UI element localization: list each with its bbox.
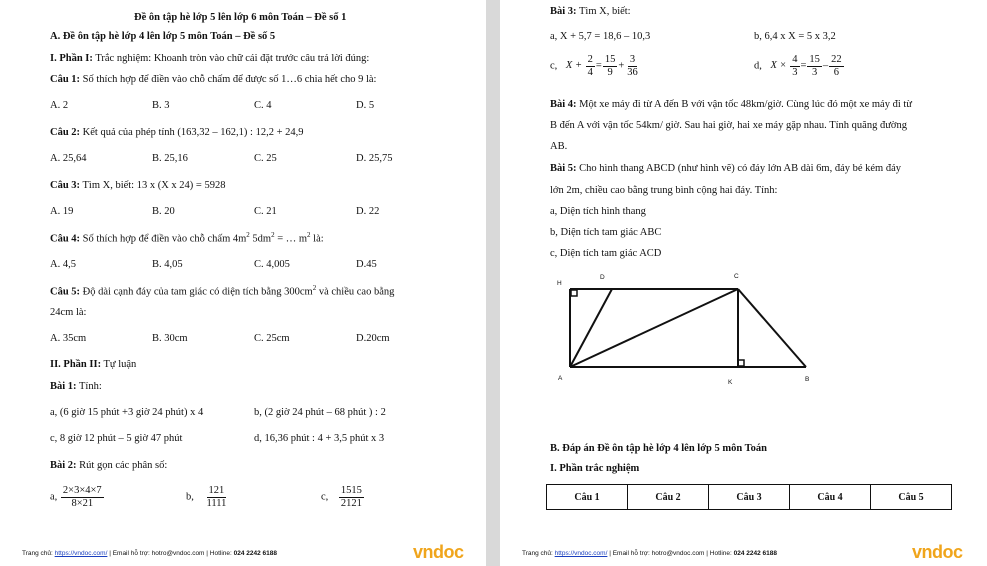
footer-home-link-right[interactable]: https://vndoc.com/ (554, 550, 608, 557)
diagonal-ac (570, 289, 738, 367)
exercise-5a: a, Diện tích hình thang (550, 206, 646, 217)
q2-option-b: B. 25,16 (152, 153, 188, 164)
fraction-2a: $\frac{2\times 3\times 4\times 7}{8\times 21}$ (62, 485, 102, 509)
vndoc-logo-right: vndoc (912, 542, 963, 562)
right-angle-h (571, 290, 577, 296)
part1-heading: I. Phần I: Trắc nghiệm: Khoanh tròn vào chữ cái đặt trước câu trả lời đúng: (50, 53, 370, 64)
question-2: Câu 2: Kết quả của phép tính (163,32 – 162,1) : 12,2 + 24,9 (50, 127, 304, 138)
question-5-line2: 24cm là: (50, 307, 87, 318)
exercise-1c: c, 8 giờ 12 phút – 5 giờ 47 phút (50, 433, 183, 444)
fraction-2c: $\frac{1515}{2121}$ (340, 485, 362, 509)
answer-col-4: Câu 4 (790, 485, 871, 510)
exercise-4-line2: B đến A với vận tốc 54km/ giờ. Sau hai giờ, hai xe máy gặp nhau. Tính quãng đường (550, 120, 907, 131)
side-cb (738, 289, 806, 367)
label-k: K (728, 379, 733, 386)
part2-heading: II. Phần II: Tự luận (50, 359, 137, 370)
exercise-2-heading: Bài 2: Rút gọn các phân số: (50, 460, 168, 471)
exercise-2c: c, $\frac{1515}{2121}$ (321, 485, 362, 509)
label-d: D (600, 274, 605, 281)
q3-option-c: C. 21 (254, 206, 277, 217)
section-b-heading: B. Đáp án Đề ôn tập hè lớp 4 lên lớp 5 môn Toán (550, 443, 768, 454)
footer-home-link[interactable]: https://vndoc.com/ (54, 550, 108, 557)
question-1: Câu 1: Số thích hợp để điền vào chỗ chấm để được số 1…6 chia hết cho 9 là: (50, 74, 377, 85)
q3-option-b: B. 20 (152, 206, 175, 217)
answer-col-3: Câu 3 (709, 485, 790, 510)
q4-option-d: D.45 (356, 259, 377, 270)
exercise-4-line3: AB. (550, 141, 568, 152)
q5-option-c: C. 25cm (254, 333, 290, 344)
q5-option-d: D.20cm (356, 333, 390, 344)
fraction-2b: $\frac{121}{1111}$ (206, 485, 227, 509)
page-gutter (486, 0, 500, 566)
label-a: A (558, 375, 563, 382)
label-h: H (557, 280, 562, 287)
exercise-5c: c, Diện tích tam giác ACD (550, 248, 662, 259)
exercise-3b: b, 6,4 x X = 5 x 3,2 (754, 31, 836, 42)
q3-option-d: D. 22 (356, 206, 380, 217)
q1-option-b: B. 3 (152, 100, 170, 111)
q4-option-b: B. 4,05 (152, 259, 183, 270)
doc-title: Đề ôn tập hè lớp 5 lên lớp 6 môn Toán – Đề số 1 (134, 12, 347, 23)
exercise-1a: a, (6 giờ 15 phút +3 giờ 24 phút) x 4 (50, 407, 204, 418)
q5-option-a: A. 35cm (50, 333, 87, 344)
q5-option-b: B. 30cm (152, 333, 188, 344)
exercise-5b: b, Diện tích tam giác ABC (550, 227, 662, 238)
exercise-1d: d, 16,36 phút : 4 + 3,5 phút x 3 (254, 433, 385, 444)
q2-option-d: D. 25,75 (356, 153, 393, 164)
q1-option-a: A. 2 (50, 100, 69, 111)
q1-option-c: C. 4 (254, 100, 272, 111)
exercise-5-line2: lớn 2m, chiều cao bằng trung bình cộng hai đáy. Tính: (550, 185, 778, 196)
section-a-heading: A. Đề ôn tập hè lớp 4 lên lớp 5 môn Toán – Đề số 5 (50, 31, 276, 42)
exercise-3a: a, X + 5,7 = 18,6 – 10,3 (550, 31, 651, 42)
vndoc-logo: vndoc (413, 542, 464, 562)
question-3: Câu 3: Tìm X, biết: 13 x (X x 24) = 5928 (50, 180, 226, 191)
question-5: Câu 5: Độ dài cạnh đáy của tam giác có diện tích bằng $300cm^2$ và chiều cao bằng (50, 284, 395, 298)
label-b: B (805, 376, 810, 383)
exercise-4-line1: Bài 4: Một xe máy đi từ A đến B với vận tốc 48km/giờ. Cùng lúc đó một xe máy đi từ (550, 99, 912, 110)
footer-left: Trang chủ: https://vndoc.com/ | Email hỗ trợ: hotro@vndoc.com | Hotline: 024 2242 6188 (22, 550, 278, 557)
exercise-3c: c, X + $\frac{2}{4}$ = $\frac{15}{9}$ + $\frac{3}{36}$ (550, 54, 638, 78)
answer-part1-heading: I. Phần trắc nghiệm (550, 463, 640, 474)
page-left (0, 0, 486, 566)
page-right (500, 0, 987, 566)
answer-table (546, 484, 952, 510)
answer-col-2: Câu 2 (628, 485, 709, 510)
q4-option-c: C. 4,005 (254, 259, 290, 270)
q1-option-d: D. 5 (356, 100, 375, 111)
answer-col-1: Câu 1 (547, 485, 628, 510)
q2-option-a: A. 25,64 (50, 153, 87, 164)
question-4: Câu 4: Số thích hợp để điền vào chỗ chấm $4m^2$ $5dm^2$ = … $m^2$ là: (50, 231, 324, 245)
answer-col-5: Câu 5 (871, 485, 952, 510)
exercise-1-heading: Bài 1: Tính: (50, 381, 102, 392)
answer-table-header-row (547, 485, 952, 510)
segment-ad (570, 289, 612, 367)
exercise-5-line1: Bài 5: Cho hình thang ABCD (như hình vẽ) có đáy lớn AB dài 6m, đáy bé kém đáy (550, 163, 902, 174)
exercise-2b: b, $\frac{121}{1111}$ (186, 485, 227, 509)
trapezoid-figure (550, 266, 820, 388)
exercise-1b: b, (2 giờ 24 phút – 68 phút ) : 2 (254, 407, 386, 418)
exercise-3-heading: Bài 3: Tìm X, biết: (550, 6, 631, 17)
exercise-2a: a, $\frac{2\times 3\times 4\times 7}{8\times 21}$ (50, 485, 102, 509)
label-c: C (734, 273, 739, 280)
q3-option-a: A. 19 (50, 206, 74, 217)
q4-option-a: A. 4,5 (50, 259, 76, 270)
q2-option-c: C. 25 (254, 153, 277, 164)
footer-right: Trang chủ: https://vndoc.com/ | Email hỗ trợ: hotro@vndoc.com | Hotline: 024 2242 6188 (522, 550, 778, 557)
exercise-3d: d, X × $\frac{4}{3}$ = $\frac{15}{3}$ – $\frac{22}{6}$ (754, 54, 842, 78)
